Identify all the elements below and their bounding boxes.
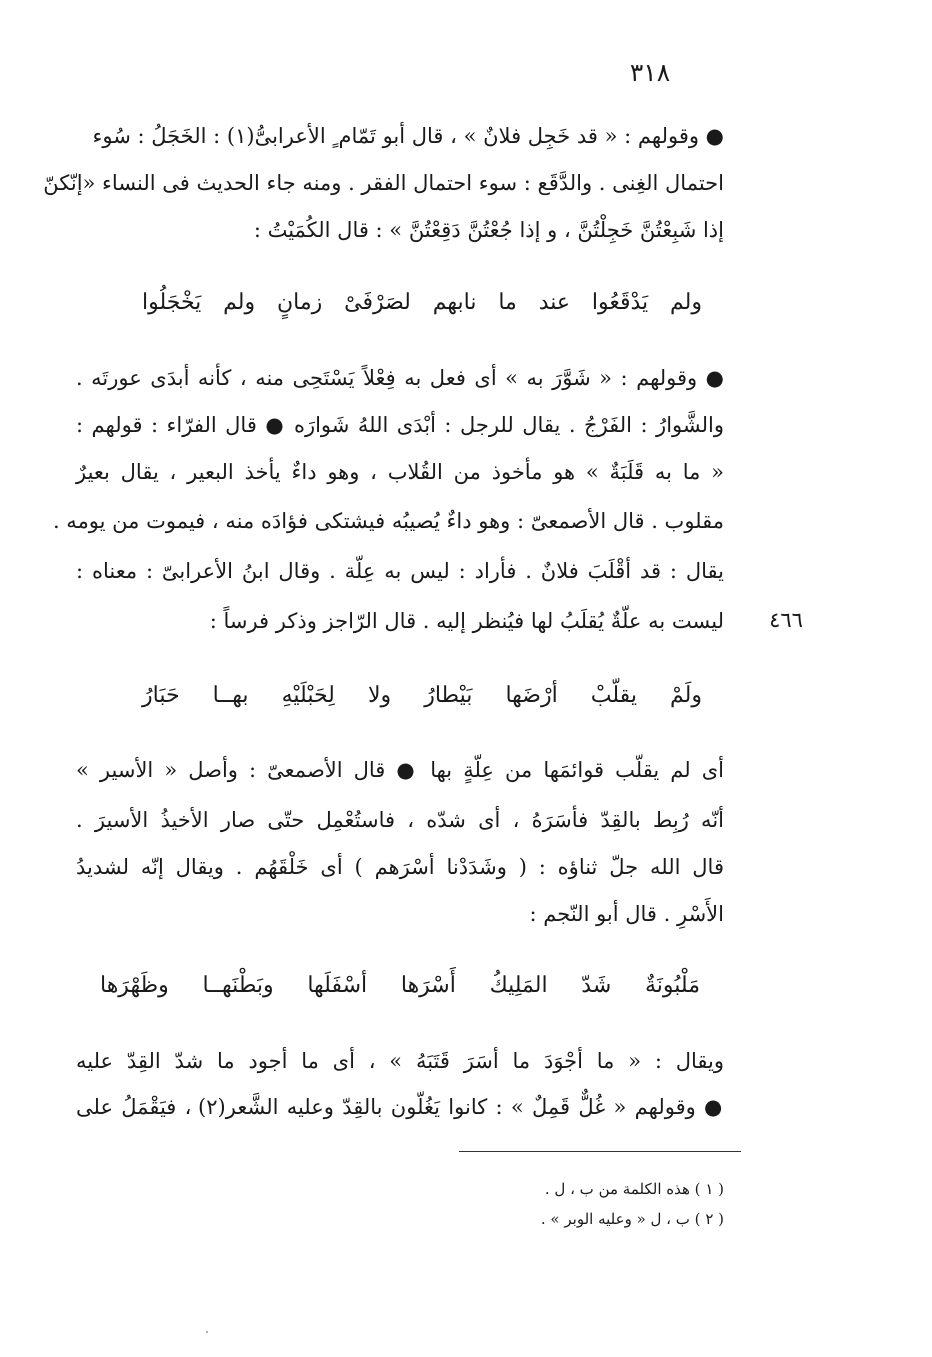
- text-line: أى لم يقلّب قوائمَها من عِلّةٍ بها ● قال الأصمعىّ : وأصل « الأسير »: [76, 758, 724, 782]
- text-line: الأَسْرِ . قال أبو النّجم :: [529, 902, 724, 926]
- text-line: والشَّوارُ : الفَرْجُ . يقال للرجل : أبْدَى اللهُ شَوارَه ● قال الفرّاء : قولهم :: [76, 413, 724, 437]
- text-line: « ما به قَلَبَةٌ » هو مأخوذ من القُلاب ، وهو داءٌ يأخذ البعير ، يقال بعيرٌ: [76, 460, 724, 484]
- text-line: ● وقولهم « غُلٌّ قَمِلٌ » : كانوا يَغُلّون بالقِدّ وعليه الشَّعر(٢) ، فيَقْمَلُ على: [76, 1095, 724, 1119]
- text-line: أنّه رُبِط بالقِدّ فأسَرَهُ ، أى شدّه ، فاستُعْمِل حتّى صار الأخيذُ الأسيرَ .: [76, 808, 724, 832]
- text-line: يقال : قد أقْلَبَ فلانٌ . فأراد : ليس به عِلّة . وقال ابنُ الأعرابىّ : معناه :: [76, 559, 724, 583]
- page-number: ٣١٨: [629, 58, 671, 87]
- verse-line: مَلْبُونَةٌ شَدّ المَلِيكُ أَسْرَها أسْفَلَها وبَطْنَهــا وظَهْرَها: [100, 973, 700, 998]
- text-line: إذا شَبِعْتُنَّ خَجِلْتُنَّ ، و إذا جُعْتُنَّ دَقِعْتُنَّ » : قال الكُمَيْتُ :: [253, 218, 724, 242]
- verse-line: ولم يَدْقَعُوا عند ما نابهم لصَرْفَىْ زمانٍ ولم يَخْجَلُوا: [142, 290, 702, 315]
- footnote: ( ١ ) هذه الكلمة من ب ، ل .: [544, 1180, 724, 1198]
- footnote-divider: [459, 1151, 741, 1152]
- text-line: احتمال الغِنى . والدَّقَع : سوء احتمال الفقر . ومنه جاء الحديث فى النساء «إنّكنّ: [43, 171, 724, 195]
- text-line: ● وقولهم : « شَوَّرَ به » أى فعل به فِعْلاً يَسْتَحِى منه ، كأنه أبدَى عورتَه .: [76, 366, 724, 390]
- margin-number: ٤٦٦: [769, 608, 803, 632]
- text-line: ليست به علّةٌ يُقلَبُ لها فيُنظر إليه . قال الرّاجز وذكر فرساً :: [209, 609, 724, 633]
- footnote: ( ٢ ) ب ، ل « وعليه الوبر » .: [540, 1210, 724, 1228]
- verse-line: ولَمْ يقلّبْ أرْضَها بَيْطارُ ولا لِحَبْلَيْهِ بهــا حَبَارُ: [142, 683, 702, 708]
- text-line: قال الله جلّ ثناؤه : ( وشَدَدْنا أسْرَهم ) أى خَلْقَهُم . ويقال إنّه لشديدُ: [76, 855, 724, 879]
- text-line: ● وقولهم : « قد خَجِل فلانٌ » ، قال أبو تَمّام ٍ الأعرابىُّ(١) : الخَجَلُ : سُوء: [92, 124, 724, 148]
- paper-speck: [206, 1331, 208, 1333]
- text-line: ويقال : « ما أجْوَدَ ما أسَرَ قَتَبَهُ » ، أى ما أجود ما شدّ القِدّ عليه: [76, 1049, 724, 1073]
- text-line: مقلوب . قال الأصمعىّ : وهو داءٌ يُصيبُه فيشتكى فؤادَه منه ، فيموت من يومه .: [52, 509, 724, 533]
